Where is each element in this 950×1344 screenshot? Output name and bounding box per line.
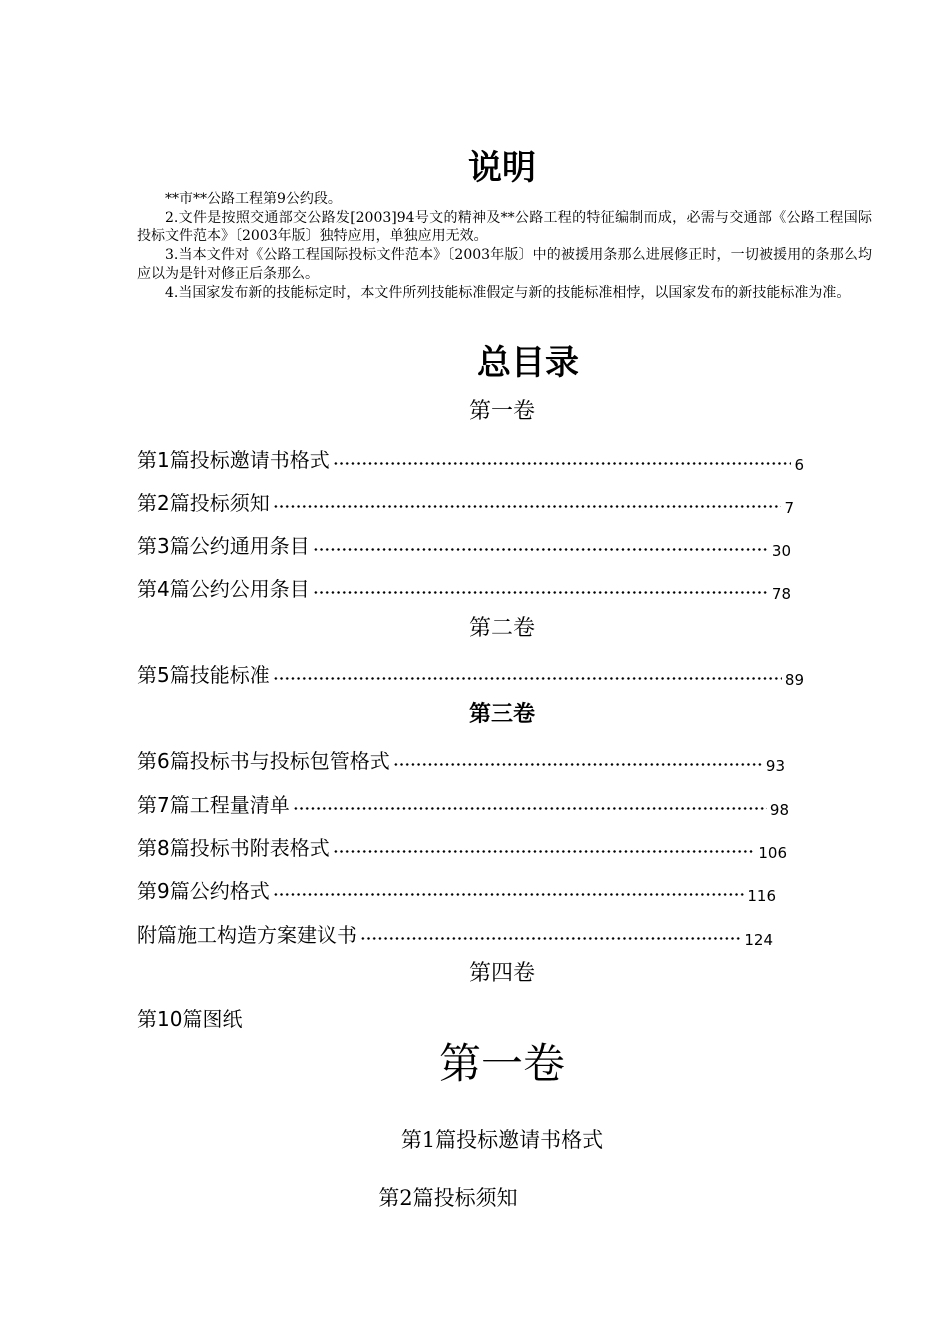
toc-heading: 总目录 bbox=[477, 343, 579, 383]
toc-entry[interactable] bbox=[137, 874, 776, 904]
toc-entry[interactable] bbox=[137, 529, 791, 559]
toc-entry-label: 第8篇投标书附表格式 bbox=[137, 836, 330, 860]
toc-entry-page: 7 bbox=[784, 499, 794, 517]
dot-leader bbox=[313, 591, 769, 594]
toc-entry-label: 第5篇技能标准 bbox=[137, 663, 270, 687]
toc-volume-3: 第三卷 bbox=[468, 702, 535, 727]
toc-entry-page: 116 bbox=[747, 887, 776, 905]
part-2-title: 第2篇投标须知 bbox=[378, 1186, 518, 1210]
toc-entry[interactable] bbox=[137, 443, 804, 473]
toc-entry-label: 第7篇工程量清单 bbox=[137, 793, 290, 817]
dot-leader bbox=[293, 807, 767, 810]
toc-entry-page: 89 bbox=[784, 671, 804, 689]
toc-entry[interactable] bbox=[137, 831, 787, 861]
toc-entry-label: 附篇施工构造方案建议书 bbox=[137, 923, 357, 947]
toc-entry[interactable] bbox=[137, 744, 785, 774]
explanation-heading: 说明 bbox=[468, 148, 536, 188]
dot-leader bbox=[393, 763, 763, 766]
toc-entry-label: 第4篇公约公用条目 bbox=[137, 577, 310, 601]
dot-leader bbox=[273, 677, 782, 680]
dot-leader bbox=[273, 505, 782, 508]
toc-entry-page: 78 bbox=[771, 585, 791, 603]
explanation-notes bbox=[137, 190, 872, 302]
toc-entry-label: 第3篇公约通用条目 bbox=[137, 534, 310, 558]
toc-entry-label: 第2篇投标须知 bbox=[137, 491, 270, 515]
dot-leader bbox=[313, 548, 769, 551]
toc-volume-2: 第二卷 bbox=[468, 616, 535, 641]
toc-volume-4: 第四卷 bbox=[468, 961, 535, 986]
toc-entry[interactable] bbox=[137, 918, 773, 948]
toc-entry[interactable] bbox=[137, 572, 791, 602]
toc-volume-1: 第一卷 bbox=[468, 399, 535, 424]
toc-entry[interactable] bbox=[137, 658, 804, 688]
dot-leader bbox=[360, 937, 741, 940]
note-paragraph: 3.当本文件对《公路工程国际投标文件范本》〔2003年版〕中的被援用条那么进展修正时，一切被援用的条那么均应以为是针对修正后条那么。 bbox=[137, 247, 872, 282]
dot-leader bbox=[333, 850, 756, 853]
toc-entry-page: 30 bbox=[771, 542, 791, 560]
toc-entry-page: 98 bbox=[769, 801, 789, 819]
toc-entry-label: 第6篇投标书与投标包管格式 bbox=[137, 749, 390, 773]
volume-title: 第一卷 bbox=[438, 1039, 565, 1088]
toc-entry-page: 106 bbox=[758, 844, 787, 862]
note-paragraph: 2.文件是按照交通部交公路发[2003]94号文的精神及**公路工程的特征编制而成，必需与交通部《公路工程国际投标文件范本》〔2003年版〕独特应用，单独应用无效。 bbox=[137, 209, 872, 245]
toc-entry-label: 第1篇投标邀请书格式 bbox=[137, 448, 330, 472]
toc-entry-page: 93 bbox=[765, 757, 785, 775]
part-1-title: 第1篇投标邀请书格式 bbox=[400, 1128, 604, 1152]
toc-entry-drawings[interactable]: 第10篇图纸 bbox=[137, 1007, 243, 1031]
toc-entry[interactable] bbox=[137, 788, 789, 818]
toc-entry-page: 124 bbox=[744, 931, 773, 949]
toc-entry[interactable] bbox=[137, 486, 794, 516]
dot-leader bbox=[333, 462, 792, 465]
toc-entry-label: 第9篇公约格式 bbox=[137, 879, 270, 903]
note-paragraph: 4.当国家发布新的技能标定时，本文件所列技能标准假定与新的技能标准相悖，以国家发布的新技能标准为准。 bbox=[165, 284, 851, 301]
dot-leader bbox=[273, 893, 745, 896]
note-paragraph: **市**公路工程第9公约段。 bbox=[165, 191, 342, 207]
toc-entry-page: 6 bbox=[794, 456, 804, 474]
